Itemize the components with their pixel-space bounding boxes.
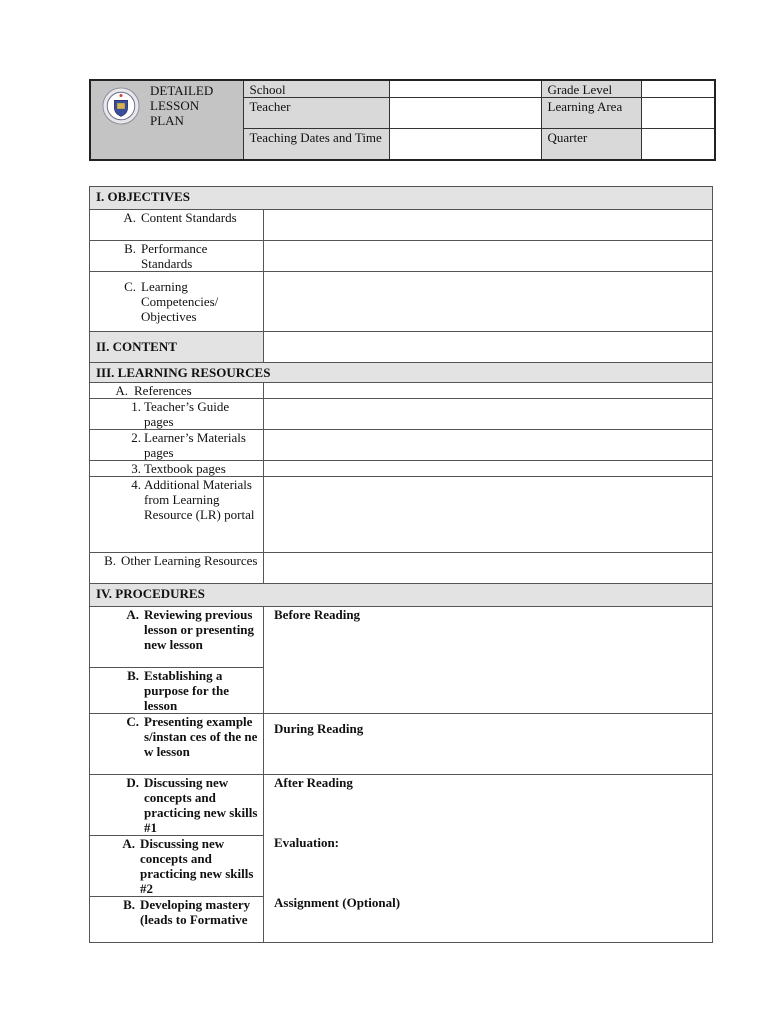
- procedure-presenting-label: C. Presenting examples/instan ces of the new lesson: [90, 714, 264, 775]
- before-reading-cell[interactable]: [264, 607, 713, 714]
- teaching-dates-field[interactable]: [389, 129, 541, 160]
- additional-materials-field[interactable]: [264, 477, 713, 553]
- learning-resources-heading: III. LEARNING RESOURCES: [90, 363, 713, 383]
- procedure-purpose-label: B. Establishing a purpose for the lesson: [90, 668, 264, 714]
- school-field[interactable]: [389, 80, 541, 98]
- teaching-dates-label: Teaching Dates and Time: [243, 129, 389, 160]
- grade-level-label: Grade Level: [541, 80, 641, 98]
- performance-standards-field[interactable]: [264, 241, 713, 272]
- evaluation-label: Evaluation:: [274, 835, 340, 850]
- textbook-pages-field[interactable]: [264, 461, 713, 477]
- learning-competencies-label: C. Learning Competencies/ Objectives: [90, 272, 264, 332]
- before-reading-label: Before Reading: [274, 607, 361, 622]
- procedure-developing-mastery-label: B. Developing mastery (leads to Formative: [90, 897, 264, 943]
- learners-materials-field[interactable]: [264, 430, 713, 461]
- procedure-reviewing-label: A. Reviewing previous lesson or presenting new lesson: [90, 607, 264, 668]
- other-resources-field[interactable]: [264, 553, 713, 584]
- during-reading-cell[interactable]: [264, 714, 713, 775]
- school-label: School: [243, 80, 389, 98]
- quarter-field[interactable]: [641, 129, 715, 160]
- performance-standards-label: B. Performance Standards: [90, 241, 264, 272]
- logo-cell: [90, 80, 243, 160]
- during-reading-label: During Reading: [274, 721, 364, 736]
- references-field[interactable]: [264, 383, 713, 399]
- procedure-discussing-1-label: D. Discussing new concepts and practicing new skills #1: [90, 775, 264, 836]
- teacher-label: Teacher: [243, 98, 389, 129]
- learning-area-label: Learning Area: [541, 98, 641, 129]
- header-table: [89, 79, 716, 161]
- grade-level-field[interactable]: [641, 80, 715, 98]
- additional-materials-label: 4. Additional Materials from Learning Resource (LR) portal: [90, 477, 264, 553]
- learners-materials-label: 2. Learner’s Materials pages: [90, 430, 264, 461]
- assignment-label: Assignment (Optional): [274, 895, 401, 910]
- content-heading: II. CONTENT: [90, 332, 264, 363]
- content-standards-label: A. Content Standards: [90, 210, 264, 241]
- quarter-label: Quarter: [541, 129, 641, 160]
- procedures-heading: IV. PROCEDURES: [90, 584, 713, 607]
- objectives-heading: I. OBJECTIVES: [90, 187, 713, 210]
- teachers-guide-label: 1. Teacher’s Guide pages: [90, 399, 264, 430]
- deped-seal-icon: [102, 87, 140, 125]
- lesson-plan-table: [89, 186, 713, 943]
- after-reading-cell[interactable]: [264, 775, 713, 943]
- procedure-discussing-2-label: A. Discussing new concepts and practicing new skills #2: [90, 836, 264, 897]
- document-title: DETAILED LESSON PLAN: [150, 83, 214, 128]
- after-reading-label: After Reading: [274, 775, 353, 790]
- learning-competencies-field[interactable]: [264, 272, 713, 332]
- other-resources-label: B. Other Learning Resources: [90, 553, 264, 584]
- references-label: A. References: [90, 383, 264, 399]
- teacher-field[interactable]: [389, 98, 541, 129]
- content-standards-field[interactable]: [264, 210, 713, 241]
- learning-area-field[interactable]: [641, 98, 715, 129]
- content-field[interactable]: [264, 332, 713, 363]
- textbook-pages-label: 3. Textbook pages: [90, 461, 264, 477]
- teachers-guide-field[interactable]: [264, 399, 713, 430]
